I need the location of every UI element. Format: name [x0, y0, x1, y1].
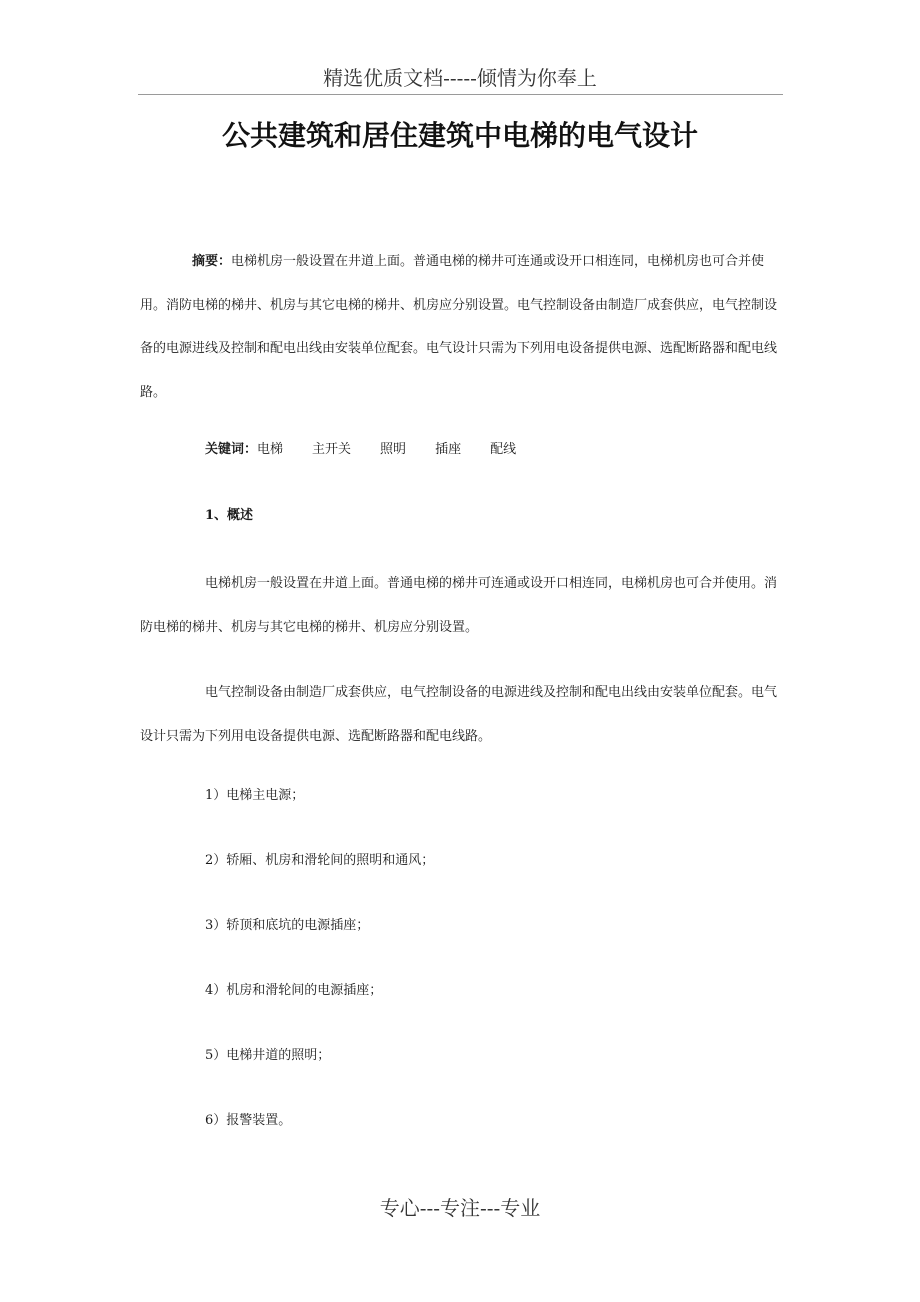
page-header: 精选优质文档-----倾情为你奉上 — [323, 66, 597, 90]
keyword: 配线 — [490, 442, 517, 457]
list-item: 6）报警装置。 — [205, 1113, 292, 1128]
list-item: 2）轿厢、机房和滑轮间的照明和通风； — [205, 853, 435, 868]
header-divider — [138, 94, 783, 95]
body-paragraph: 电梯机房一般设置在井道上面。普通电梯的梯井可连通或设开口相连同，电梯机房也可合并使用。消防电梯的梯井、机房与其它电梯的梯井、机房应分别设置。 — [140, 576, 778, 635]
document-title: 公共建筑和居住建筑中电梯的电气设计 — [221, 119, 698, 152]
keyword: 插座 — [435, 442, 462, 457]
keyword: 照明 — [380, 442, 407, 457]
section-heading: 1、概述 — [205, 508, 254, 523]
equipment-list — [205, 782, 850, 1172]
keywords-label: 关键词： — [205, 442, 258, 457]
keywords-line — [205, 436, 850, 464]
list-item: 5）电梯井道的照明； — [205, 1048, 331, 1063]
page-footer: 专心---专注---专业 — [379, 1196, 541, 1220]
abstract-paragraph — [140, 240, 785, 414]
keyword: 主开关 — [312, 442, 352, 457]
list-item: 4）机房和滑轮间的电源插座； — [205, 983, 383, 998]
keyword: 电梯 — [257, 442, 284, 457]
list-item: 1）电梯主电源； — [205, 788, 305, 803]
body-paragraph: 电气控制设备由制造厂成套供应，电气控制设备的电源进线及控制和配电出线由安装单位配套。电气设计只需为下列用电设备提供电源、选配断路器和配电线路。 — [140, 685, 778, 744]
list-item: 3）轿顶和底坑的电源插座； — [205, 918, 370, 933]
abstract-label: 摘要： — [192, 254, 232, 269]
abstract-text: 电梯机房一般设置在井道上面。普通电梯的梯井可连通或设开口相连同，电梯机房也可合并使用。消防电梯的梯井、机房与其它电梯的梯井、机房应分别设置。电气控制设备由制造厂成套供应，电气控制设备的电源进线及控制和配电出线由安装单位配套。电气设计只需为下列用电设备提供电源、选配断路器和配电线路。 — [140, 254, 778, 400]
